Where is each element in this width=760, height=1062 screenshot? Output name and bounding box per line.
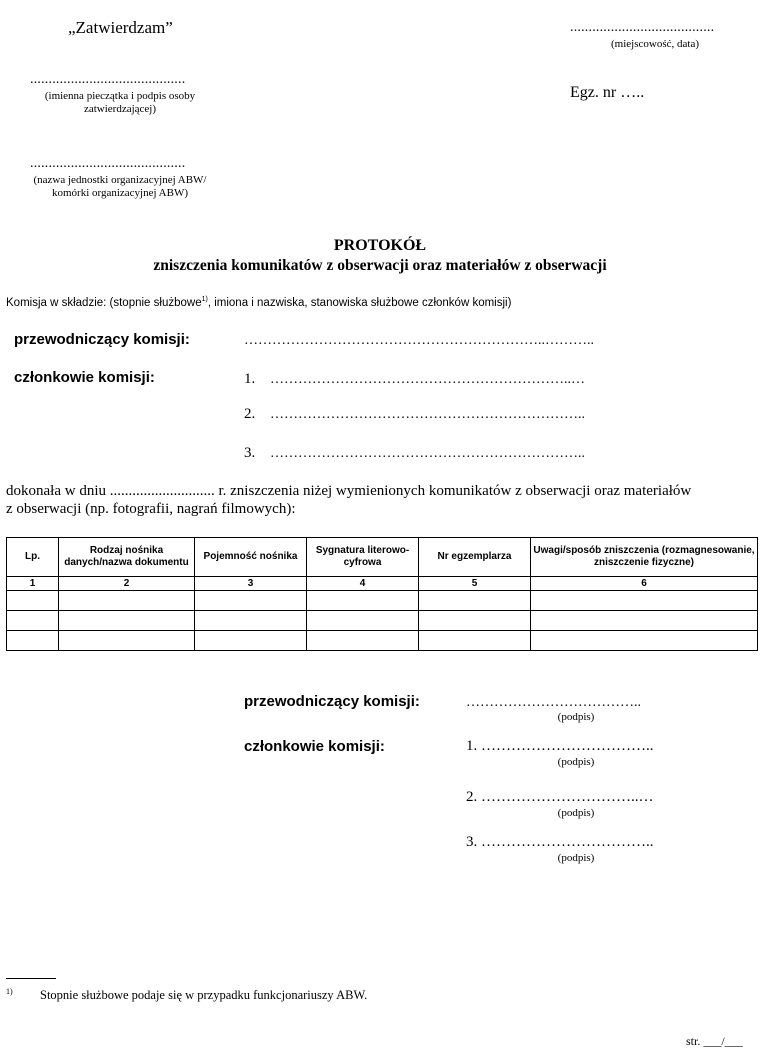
copy-number: Egz. nr …..	[570, 84, 645, 101]
column-header: Rodzaj nośnika danych/nazwa dokumentu	[59, 538, 195, 577]
member-number: 1.	[244, 371, 256, 387]
stamp-signature-field: ..........................................	[30, 72, 186, 87]
member-dots: …………………………………………………………..	[270, 446, 585, 461]
member-number: 3.	[244, 445, 256, 461]
table-row	[7, 611, 758, 631]
signature-caption: (podpis)	[557, 711, 595, 723]
document-subtitle: zniszczenia komunikatów z obserwacji oraz materiałów z obserwacji	[153, 257, 607, 274]
table-cell[interactable]	[307, 631, 419, 651]
unit-name-caption: (nazwa jednostki organizacyjnej ABW/ komórki organizacyjnej ABW)	[33, 174, 207, 199]
materials-table	[6, 537, 758, 651]
table-cell[interactable]	[7, 611, 59, 631]
place-date-caption: (miejscowość, data)	[611, 38, 699, 50]
commission-intro	[6, 296, 511, 309]
column-header: Uwagi/sposób zniszczenia (rozmagnesowanie, zniszczenie fizyczne)	[531, 538, 758, 577]
table-cell[interactable]	[195, 591, 307, 611]
table-header-row	[7, 538, 758, 577]
footnote-separator	[6, 978, 56, 979]
signature-member-line: 2. …………………………..…	[466, 789, 654, 805]
approval-heading: „Zatwierdzam”	[68, 18, 173, 37]
document-title: PROTOKÓŁ	[333, 237, 427, 254]
table-cell[interactable]	[531, 631, 758, 651]
commission-intro-end: , imiona i nazwiska, stanowiska służbowe członków komisji)	[207, 296, 512, 309]
signature-chair-dots: ………………………………..	[466, 695, 641, 710]
member-row	[244, 445, 585, 462]
member-number: 2.	[244, 406, 256, 422]
column-number: 1	[7, 577, 59, 591]
column-number: 6	[531, 577, 758, 591]
signature-chair-label: przewodniczący komisji:	[244, 693, 420, 710]
page-number: str. ___/___	[686, 1034, 743, 1048]
table-cell[interactable]	[195, 631, 307, 651]
signature-member-line: 1. ……………………………..	[466, 738, 654, 754]
member-row	[244, 406, 585, 423]
member-dots: …………………………………………………………..	[270, 407, 585, 422]
table-cell[interactable]	[195, 611, 307, 631]
column-header: Pojemność nośnika	[195, 538, 307, 577]
table-cell[interactable]	[7, 631, 59, 651]
signature-caption: (podpis)	[557, 756, 595, 768]
table-row	[7, 591, 758, 611]
signature-member-line: 3. ……………………………..	[466, 834, 654, 850]
chair-dots: ………………………………………………………..………..	[244, 333, 594, 348]
chair-label: przewodniczący komisji:	[14, 331, 190, 348]
footnote-text: Stopnie służbowe podaje się w przypadku funkcjonariuszy ABW.	[40, 988, 368, 1002]
signature-caption: (podpis)	[557, 807, 595, 819]
table-cell[interactable]	[531, 591, 758, 611]
place-date-field: .......................................	[570, 20, 715, 35]
column-header: Nr egzemplarza	[419, 538, 531, 577]
column-number-row	[7, 577, 758, 591]
unit-name-field: ..........................................	[30, 156, 186, 171]
column-header: Lp.	[7, 538, 59, 577]
statement-line-1: dokonała w dniu ............................ r. zniszczenia niżej wymienionych komunikatów z obserwacji oraz materiałów	[6, 483, 692, 499]
table-cell[interactable]	[7, 591, 59, 611]
table-cell[interactable]	[419, 611, 531, 631]
member-dots: ………………………………………………………..…	[270, 372, 585, 387]
table-cell[interactable]	[307, 591, 419, 611]
table-row	[7, 631, 758, 651]
member-row	[244, 371, 585, 388]
statement-line-2: z obserwacji (np. fotografii, nagrań filmowych):	[6, 501, 296, 517]
table-cell[interactable]	[419, 591, 531, 611]
members-label: członkowie komisji:	[14, 369, 155, 386]
table-cell[interactable]	[531, 611, 758, 631]
table-cell[interactable]	[307, 611, 419, 631]
signature-members-label: członkowie komisji:	[244, 738, 385, 755]
table-cell[interactable]	[419, 631, 531, 651]
signature-caption: (podpis)	[557, 852, 595, 864]
footnote-mark: 1)	[6, 987, 13, 996]
column-number: 3	[195, 577, 307, 591]
commission-intro-start: Komisja w składzie: (stopnie służbowe	[6, 296, 202, 309]
table-cell[interactable]	[59, 631, 195, 651]
column-number: 2	[59, 577, 195, 591]
column-header: Sygnatura literowo-cyfrowa	[307, 538, 419, 577]
column-number: 4	[307, 577, 419, 591]
column-number: 5	[419, 577, 531, 591]
table-cell[interactable]	[59, 611, 195, 631]
stamp-signature-caption: (imienna pieczątka i podpis osoby zatwierdzającej)	[44, 90, 196, 115]
footnote-reference: 1)	[201, 296, 208, 303]
table-cell[interactable]	[59, 591, 195, 611]
